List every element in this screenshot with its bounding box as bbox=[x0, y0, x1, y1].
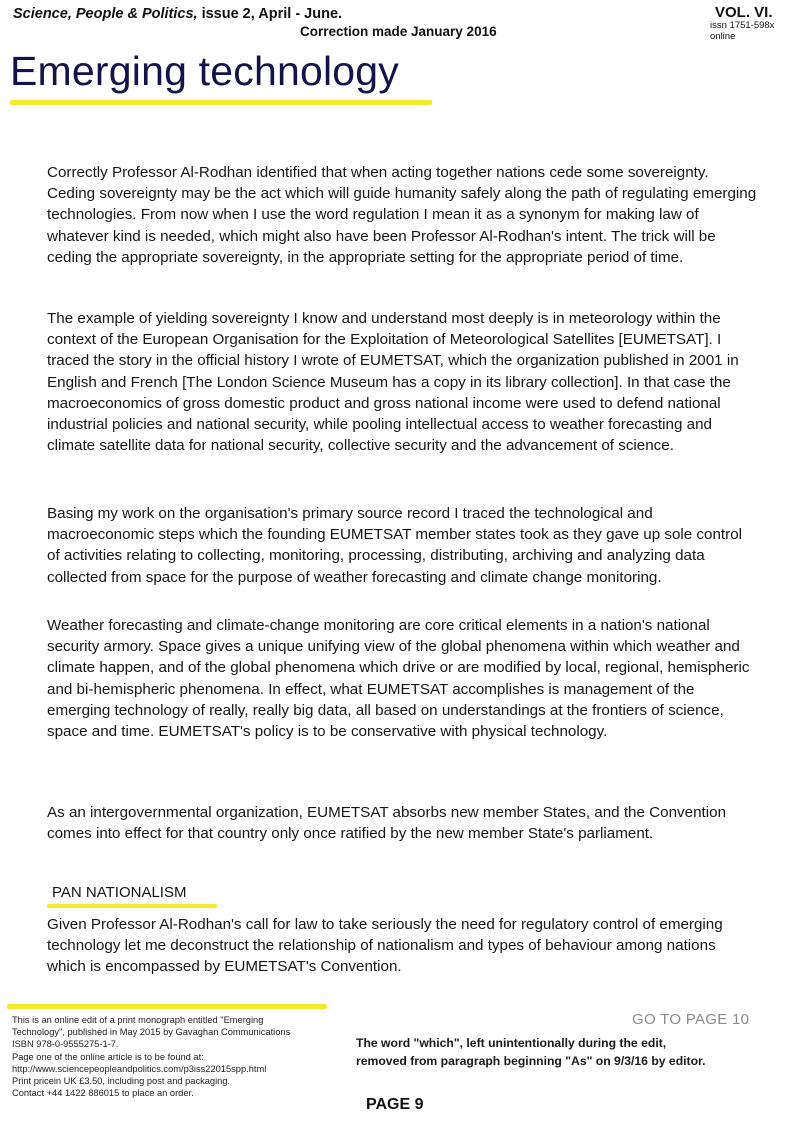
footer-note-line: Print pricein UK £3.50, including post and packaging. bbox=[12, 1076, 231, 1087]
volume-label: VOL. VI. bbox=[715, 4, 773, 21]
paragraph-pan-nationalism: Given Professor Al-Rodhan's call for law to take seriously the need for regulatory control of emerging technology let me deconstruct the relationship of nationalism and types of behaviour among nations which is encompassed by EUMETSAT's Convention. bbox=[47, 916, 723, 976]
footer-note-line: Page one of the online article is to be found at: bbox=[12, 1051, 204, 1062]
paragraph-eumetsat-example: The example of yielding sovereignty I know and understand most deeply is in meteorology within the context of the European Organisation for the Exploitation of Meteorological Satellites [EUMETSAT]. I traced the story in the official history I wrote of EUMETSAT, which the organization published in 2001 in English and French [The London Science Museum has a copy in its library collection]. In that case the macroeconomics of gross domestic product and gross national income were used to defend national industrial policies and national security, while pooling intellectual access to weather forecasting and climate satellite data for national security, collective security and the advancement of science. bbox=[47, 310, 739, 455]
footer-link[interactable]: http://www.sciencepeopleandpolitics.com/p3iss22015spp.html bbox=[12, 1063, 267, 1074]
issn-medium: online bbox=[710, 31, 736, 42]
masthead bbox=[13, 6, 342, 23]
paragraph-weather-security: Weather forecasting and climate-change monitoring are core critical elements in a nation's national security armory. Space gives a unique unifying view of the global phenomena within which weather and climate happen, and of the global phenomena which drive or are modified by local, regional, hemispheric and bi-hemispheric phenomena. In effect, what EUMETSAT accomplishes is management of the emerging technology of really, really big data, all based on understandings at the frontiers of science, space and time. EUMETSAT's policy is to be conservative with physical technology. bbox=[47, 617, 750, 741]
paragraph-sovereignty: Correctly Professor Al-Rodhan identified that when acting together nations cede some sovereignty. Ceding sovereignty may be the act which will guide humanity safely along the path of regulating emerging technologies. From now when I use the word regulation I mean it as a synonym for making law of whatever kind is needed, which might also have been Professor Al-Rodhan's intent. The trick will be ceding the appropriate sovereignty, in the appropriate setting for the appropriate period of time. bbox=[47, 164, 757, 266]
issn-number: issn 1751-598x bbox=[710, 20, 775, 31]
issn-block bbox=[710, 20, 774, 42]
section-underline bbox=[47, 904, 217, 908]
section-heading: PAN NATIONALISM bbox=[52, 884, 187, 901]
page-title: Emerging technology bbox=[10, 48, 399, 94]
paragraph-primary-source: Basing my work on the organisation's primary source record I traced the technological and macroeconomic steps which the founding EUMETSAT member states took as they gave up sole control of activities relating to collecting, monitoring, processing, distributing, archiving and analyzing data collected from space for the purpose of weather forecasting and climate change monitoring. bbox=[47, 505, 743, 586]
page-number: PAGE 9 bbox=[366, 1096, 424, 1113]
title-underline bbox=[10, 100, 432, 105]
footer-note-line: Contact +44 1422 886015 to place an order. bbox=[12, 1088, 194, 1099]
correction-note: Correction made January 2016 bbox=[300, 24, 497, 39]
footer-note-line: Technology", published in May 2015 by Gavaghan Communications bbox=[12, 1027, 291, 1038]
issue-info: issue 2, April - June. bbox=[197, 6, 343, 22]
footer-underline bbox=[7, 1004, 327, 1009]
publication-name: Science, People & Politics, bbox=[13, 6, 198, 22]
editor-note bbox=[356, 1034, 706, 1070]
footer-note-line: ISBN 978-0-9555275-1-7. bbox=[12, 1039, 119, 1050]
go-to-next-page-link[interactable]: GO TO PAGE 10 bbox=[632, 1011, 750, 1028]
editor-note-line: removed from paragraph beginning "As" on 9/3/16 by editor. bbox=[356, 1054, 706, 1068]
footer-note-line: This is an online edit of a print monograph entitled "Emerging bbox=[12, 1015, 264, 1025]
paragraph-member-states: As an intergovernmental organization, EUMETSAT absorbs new member States, and the Convention comes into effect for that country only once ratified by the new member State's parliament. bbox=[47, 804, 727, 843]
editor-note-line: The word "which", left unintentionally during the edit, bbox=[356, 1036, 667, 1050]
footer-note bbox=[12, 1014, 342, 1099]
